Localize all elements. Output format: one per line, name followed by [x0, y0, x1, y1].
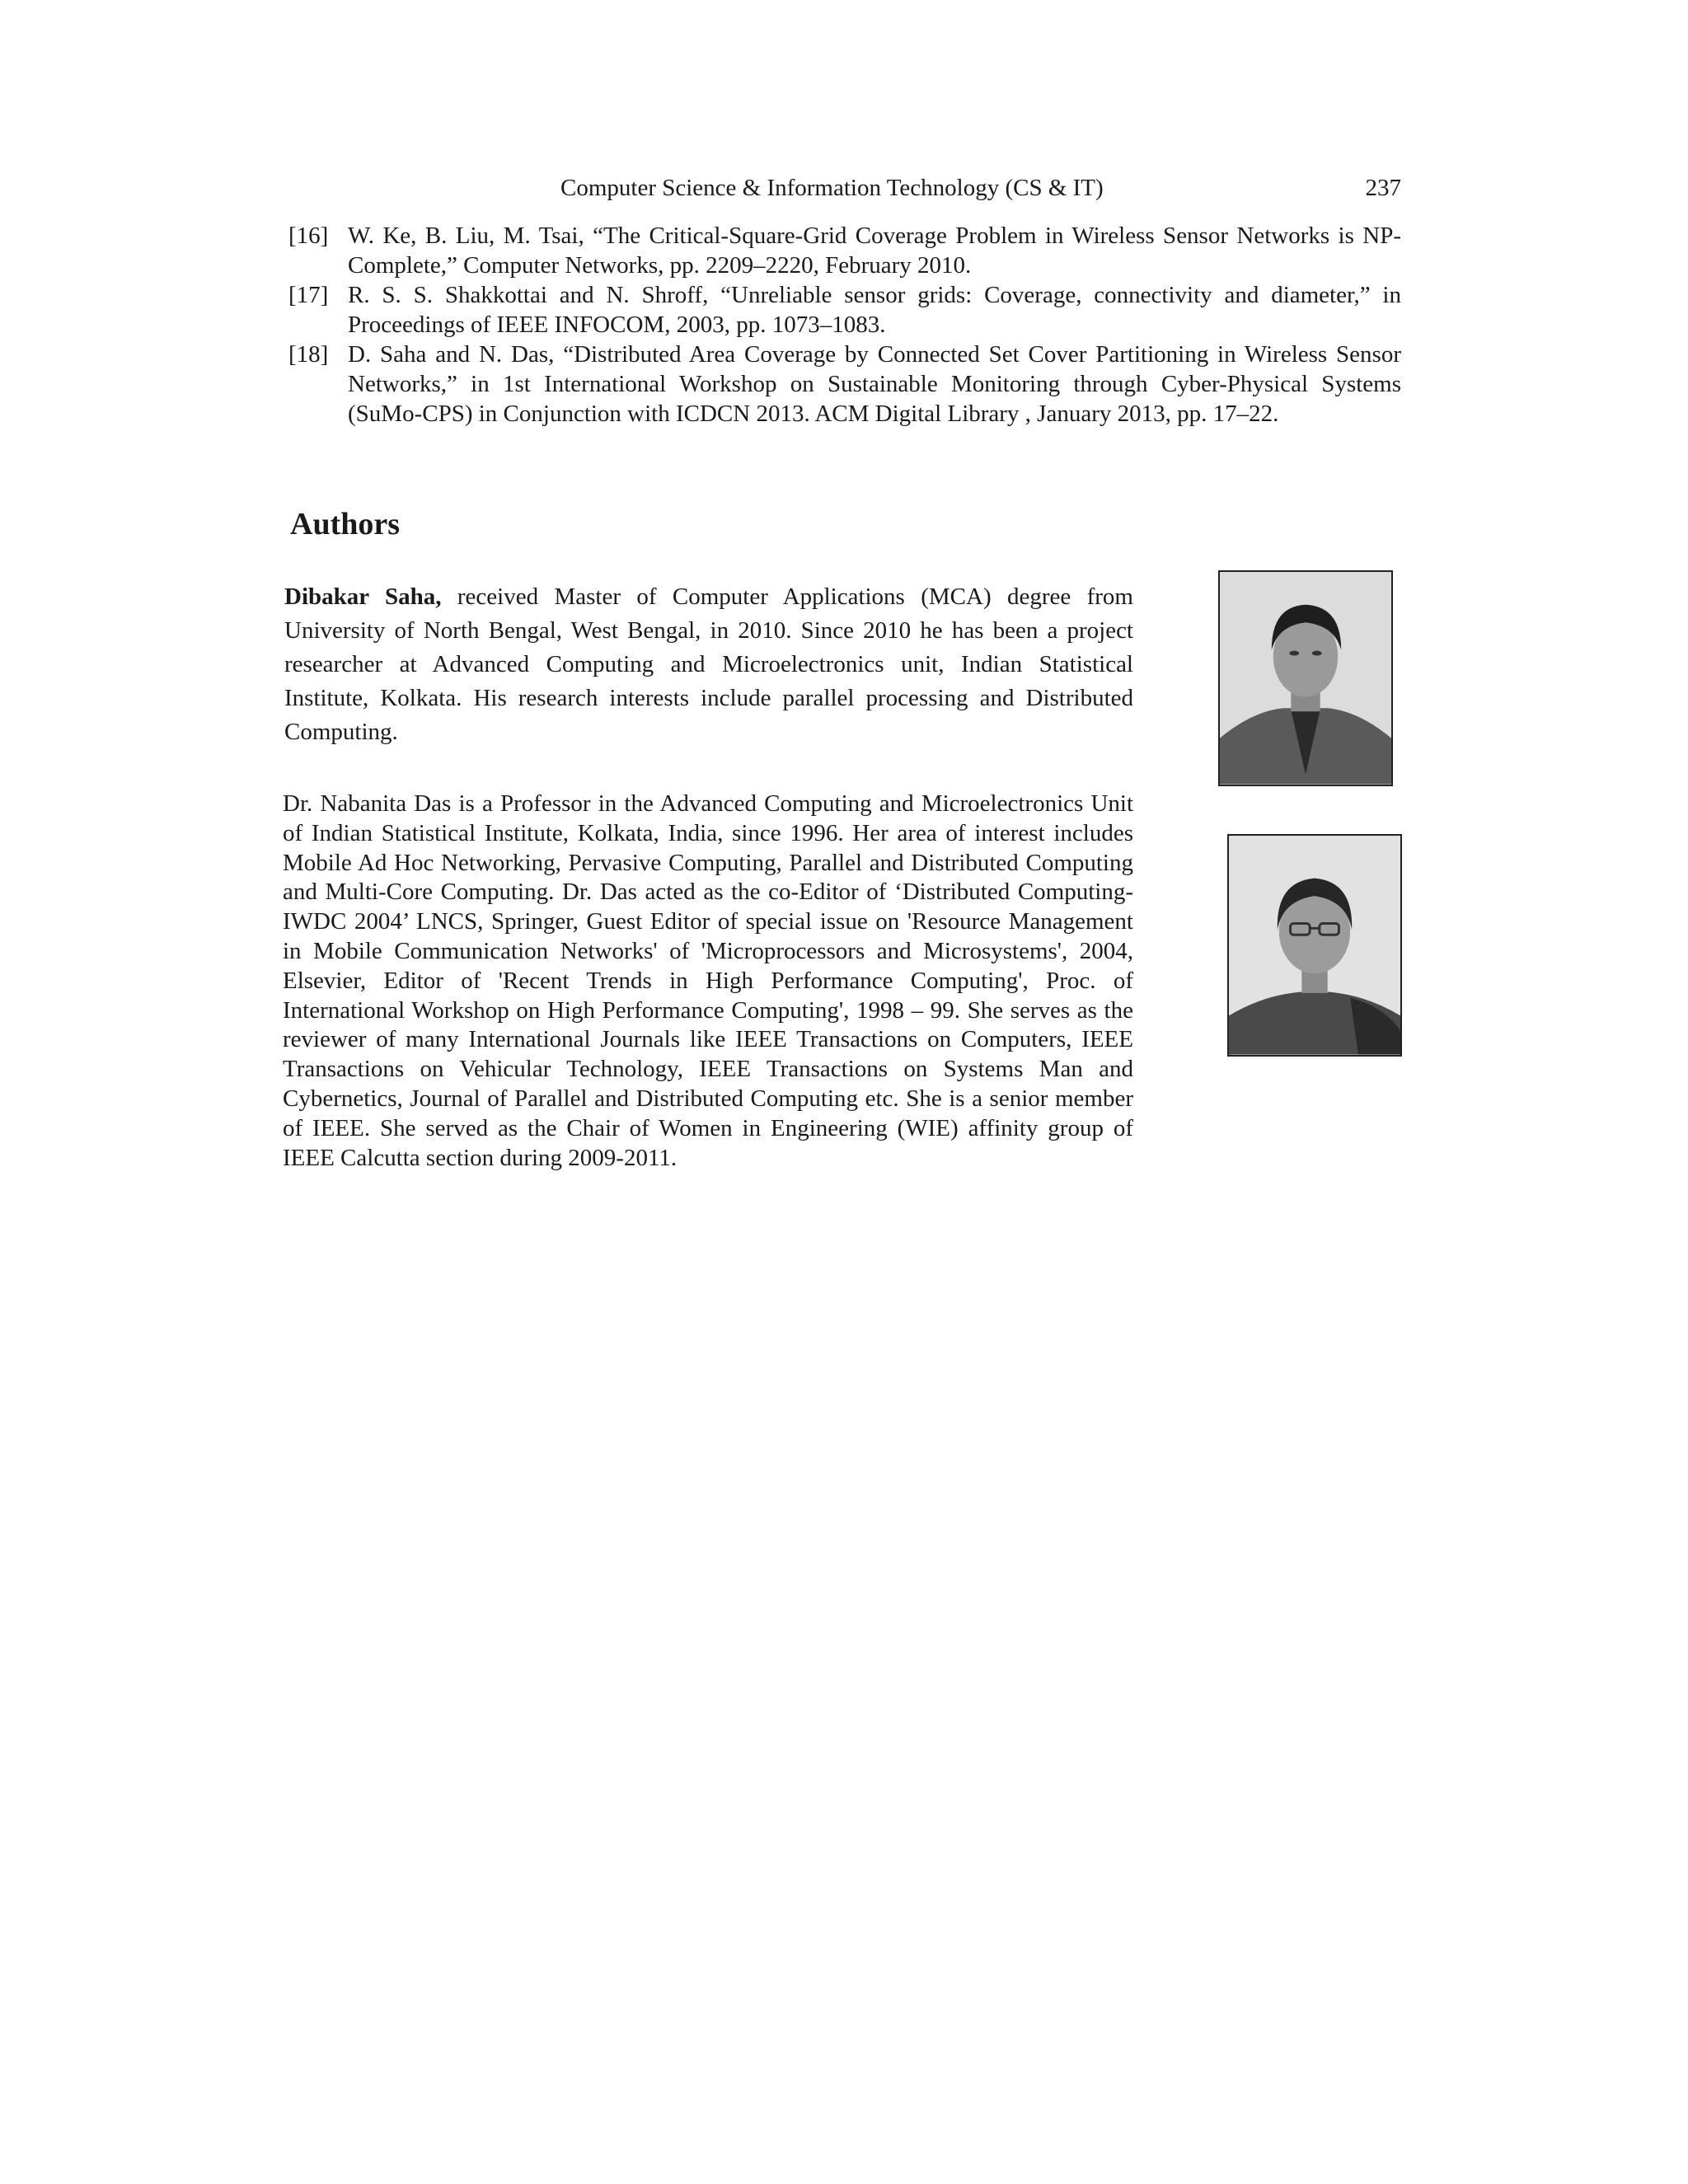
author-bio-text: received Master of Computer Applications (MCA) degree from University of North Bengal, West Bengal, in 2010. Since 2010 he has been a project researcher at Advanced Computing and Microelectronics unit, Indian Statistical Institute, Kolkata. His research interests include parallel processing and Distributed Computing.	[284, 583, 1133, 745]
authors-heading: Authors	[290, 507, 401, 541]
reference-text: W. Ke, B. Liu, M. Tsai, “The Critical-Square-Grid Coverage Problem in Wireless Sensor Networks is NP-Complete,” Computer Networks, pp. 2209–2220, February 2010.	[348, 223, 1401, 279]
page-number: 237	[1365, 175, 1401, 201]
journal-title: Computer Science & Information Technology (CS & IT)	[560, 175, 1104, 201]
reference-item	[288, 221, 1401, 280]
author-name: Dibakar Saha,	[284, 583, 442, 610]
portrait-image	[1220, 572, 1391, 785]
reference-item	[288, 340, 1401, 429]
reference-number: [18]	[288, 341, 329, 368]
portrait-image	[1229, 836, 1400, 1055]
reference-number: [17]	[288, 282, 329, 308]
reference-list	[288, 221, 1401, 429]
author-bio-nabanita-das: Dr. Nabanita Das is a Professor in the Advanced Computing and Microelectronics Unit of Indian Statistical Institute, Kolkata, India, since 1996. Her area of interest includes Mobile Ad Hoc Networking, Pervasive Computing, Parallel and Distributed Computing and Multi-Core Computing. Dr. Das acted as the co-Editor of ‘Distributed Computing- IWDC 2004’ LNCS, Springer, Guest Editor of special issue on 'Resource Management in Mobile Communication Networks' of 'Microprocessors and Microsystems', 2004, Elsevier, Editor of 'Recent Trends in High Performance Computing', Proc. of International Workshop on High Performance Computing', 1998 – 99. She serves as the reviewer of many International Journals like IEEE Transactions on Computers, IEEE Transactions on Vehicular Technology, IEEE Transactions on Systems Man and Cybernetics, Journal of Parallel and Distributed Computing etc. She is a senior member of IEEE. She served as the Chair of Women in Engineering (WIE) affinity group of IEEE Calcutta section during 2009-2011.	[283, 790, 1133, 1171]
running-header	[560, 171, 1401, 204]
reference-text: D. Saha and N. Das, “Distributed Area Coverage by Connected Set Cover Partitioning in Wireless Sensor Networks,” in 1st International Workshop on Sustainable Monitoring through Cyber-Physical Systems (SuMo-CPS) in Conjunction with ICDCN 2013. ACM Digital Library , January 2013, pp. 17–22.	[348, 341, 1401, 427]
reference-item	[288, 280, 1401, 340]
reference-number: [16]	[288, 223, 329, 249]
author-bio-dibakar-saha	[284, 580, 1133, 749]
author-photo-nabanita-das	[1227, 834, 1402, 1057]
reference-text: R. S. S. Shakkottai and N. Shroff, “Unreliable sensor grids: Coverage, connectivity and diameter,” in Proceedings of IEEE INFOCOM, 2003, pp. 1073–1083.	[348, 282, 1401, 338]
author-photo-dibakar-saha	[1218, 570, 1393, 786]
